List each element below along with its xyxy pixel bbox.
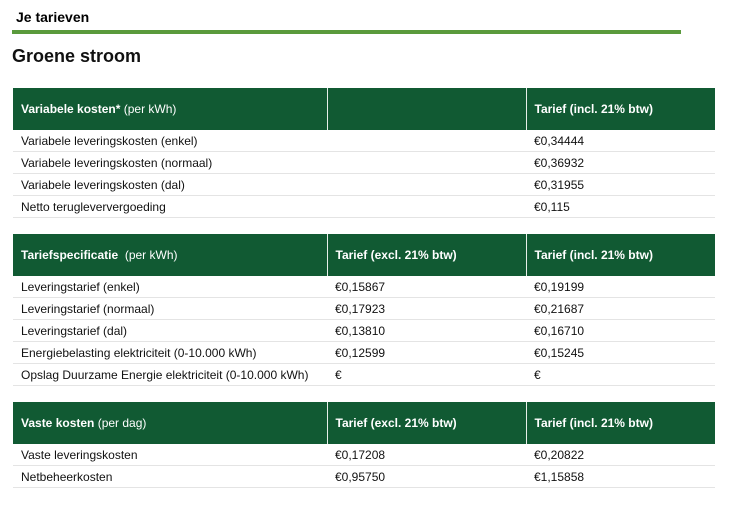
section-title: Groene stroom bbox=[12, 46, 142, 66]
row-label: Leveringstarief (enkel) bbox=[13, 276, 327, 298]
row-label: Variabele leveringskosten (dal) bbox=[13, 174, 327, 196]
header-incl-text: Tarief (incl. 21% btw) bbox=[534, 248, 653, 262]
row-label: Netbeheerkosten bbox=[13, 466, 327, 488]
row-value-incl: €1,15858 bbox=[526, 466, 715, 488]
row-value-incl: € bbox=[526, 364, 715, 386]
header-label-strong: Variabele kosten* bbox=[21, 102, 121, 116]
row-value-excl: €0,17923 bbox=[327, 298, 526, 320]
row-value-excl: €0,15867 bbox=[327, 276, 526, 298]
row-label: Leveringstarief (normaal) bbox=[13, 298, 327, 320]
row-value-excl bbox=[327, 130, 526, 152]
table-header-row bbox=[13, 402, 715, 444]
header-label-unit: (per kWh) bbox=[118, 248, 178, 262]
row-value-incl: €0,19199 bbox=[526, 276, 715, 298]
row-value-incl: €0,21687 bbox=[526, 298, 715, 320]
column-header-excl bbox=[327, 402, 526, 444]
row-value-incl: €0,20822 bbox=[526, 444, 715, 466]
table-header-row bbox=[13, 88, 715, 130]
row-value-incl: €0,15245 bbox=[526, 342, 715, 364]
column-header-label bbox=[13, 88, 327, 130]
header-incl-text: Tarief (incl. 21% btw) bbox=[534, 102, 653, 116]
column-header-incl bbox=[526, 402, 715, 444]
fixed-costs-table bbox=[13, 402, 715, 488]
column-header-label bbox=[13, 234, 327, 276]
table-row bbox=[13, 130, 715, 152]
tariff-specification-table bbox=[13, 234, 715, 386]
header-incl-text: Tarief (incl. 21% btw) bbox=[534, 416, 653, 430]
column-header-excl bbox=[327, 88, 526, 130]
row-label: Vaste leveringskosten bbox=[13, 444, 327, 466]
table-row bbox=[13, 342, 715, 364]
row-value-excl bbox=[327, 152, 526, 174]
row-value-incl: €0,34444 bbox=[526, 130, 715, 152]
row-value-excl bbox=[327, 196, 526, 218]
column-header-excl bbox=[327, 234, 526, 276]
table-row bbox=[13, 276, 715, 298]
header-label-strong: Vaste kosten bbox=[21, 416, 95, 430]
table-row bbox=[13, 174, 715, 196]
table-row bbox=[13, 444, 715, 466]
table-row bbox=[13, 466, 715, 488]
column-header-label bbox=[13, 402, 327, 444]
table-row bbox=[13, 364, 715, 386]
header-label-unit: (per kWh) bbox=[120, 102, 177, 116]
row-label: Leveringstarief (dal) bbox=[13, 320, 327, 342]
column-header-incl bbox=[526, 234, 715, 276]
variable-costs-table bbox=[13, 88, 715, 218]
row-label: Energiebelasting elektriciteit (0-10.000 kWh) bbox=[13, 342, 327, 364]
row-value-excl: €0,12599 bbox=[327, 342, 526, 364]
row-label: Variabele leveringskosten (normaal) bbox=[13, 152, 327, 174]
row-value-incl: €0,16710 bbox=[526, 320, 715, 342]
table-row bbox=[13, 196, 715, 218]
row-value-excl bbox=[327, 174, 526, 196]
row-value-incl: €0,31955 bbox=[526, 174, 715, 196]
table-row bbox=[13, 152, 715, 174]
table-header-row bbox=[13, 234, 715, 276]
header-excl-text: Tarief (excl. 21% btw) bbox=[335, 416, 457, 430]
header-divider bbox=[12, 30, 681, 34]
document-header: Je tarieven bbox=[16, 9, 90, 25]
row-label: Variabele leveringskosten (enkel) bbox=[13, 130, 327, 152]
row-label: Opslag Duurzame Energie elektriciteit (0-10.000 kWh) bbox=[13, 364, 327, 386]
row-value-excl: €0,13810 bbox=[327, 320, 526, 342]
header-label-strong: Tariefspecificatie bbox=[21, 248, 119, 262]
row-value-excl: €0,95750 bbox=[327, 466, 526, 488]
column-header-incl bbox=[526, 88, 715, 130]
header-label-unit: (per dag) bbox=[94, 416, 147, 430]
table-row bbox=[13, 320, 715, 342]
row-value-excl: €0,17208 bbox=[327, 444, 526, 466]
row-label: Netto terugleververgoeding bbox=[13, 196, 327, 218]
row-value-incl: €0,36932 bbox=[526, 152, 715, 174]
row-value-excl: € bbox=[327, 364, 526, 386]
header-excl-text: Tarief (excl. 21% btw) bbox=[335, 248, 457, 262]
table-row bbox=[13, 298, 715, 320]
row-value-incl: €0,115 bbox=[526, 196, 715, 218]
